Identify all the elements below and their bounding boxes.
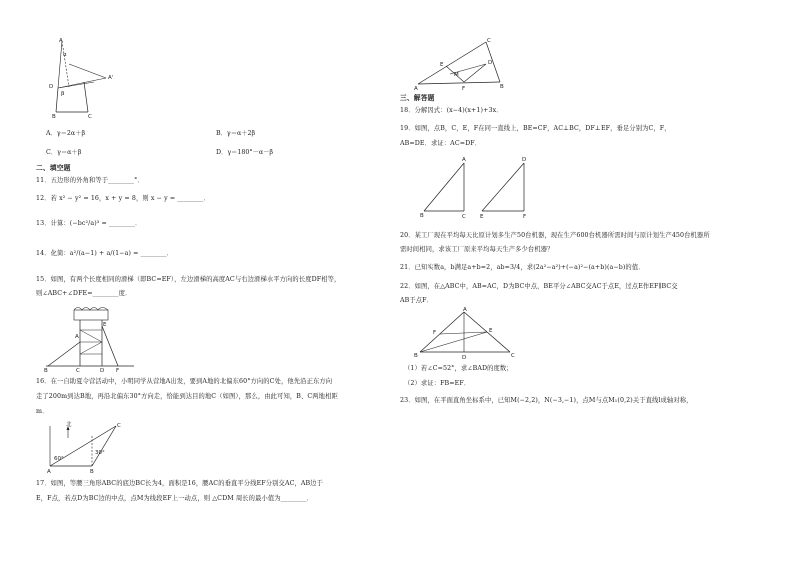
fig-label: F bbox=[462, 86, 466, 92]
fig-label: D bbox=[462, 355, 467, 361]
fig-label: E bbox=[440, 62, 444, 68]
figure-two-triangles bbox=[420, 157, 560, 219]
section-title: 二、填空题 bbox=[36, 164, 71, 172]
figure-directions bbox=[46, 422, 146, 478]
fig-label: 30° bbox=[95, 450, 105, 456]
fig-label: D bbox=[49, 84, 54, 90]
fig-label: F bbox=[116, 368, 120, 374]
question-17-line1: 17．如图，等腰三角形ABC的底边BC长为4，面积是16，腰AC的垂直平分线EF分别交AC，AB边于 bbox=[36, 480, 324, 487]
question-19-line2: AB=DE．求证：AC=DF． bbox=[400, 140, 482, 147]
fig-label: D bbox=[522, 157, 527, 163]
fig-label: A bbox=[47, 469, 51, 475]
question-18: 18．分解因式：(x−4)(x+1)+3x． bbox=[400, 107, 503, 114]
question-22-part1: （1）若∠C=52°，求∠BAD的度数； bbox=[404, 365, 513, 372]
question-11: 11．五边形的外角和等于________°． bbox=[36, 177, 144, 184]
question-16-line2: 走了200m到达B地，再沿北偏东30°方向走，恰能到达目的地C（如图），那么，由此可知，B、C两地相距 bbox=[36, 393, 338, 400]
fig-label: C bbox=[76, 368, 80, 374]
fig-label: B bbox=[52, 114, 56, 120]
fig-label: C bbox=[462, 214, 466, 220]
figure-slides bbox=[44, 308, 139, 374]
fig-label: B bbox=[420, 213, 424, 219]
option-d[interactable]: D．γ＝180°－α－β bbox=[216, 149, 274, 156]
fig-label: E bbox=[489, 328, 493, 334]
question-15-line1: 15．如图，有两个长度相同的滑梯（即BC=EF），左边滑梯的高度AC与右边滑梯水平方向的长度DF相等， bbox=[36, 276, 341, 283]
fig-label: B bbox=[500, 84, 504, 90]
section-title: 三、解答题 bbox=[400, 94, 435, 102]
question-20-line1: 20．某工厂现在平均每天比原计划多生产50台机器，现在生产600台机器所需时间与原计划生产450台机器所 bbox=[400, 232, 710, 239]
fig-label: B bbox=[44, 368, 48, 374]
fig-label: F bbox=[523, 214, 527, 220]
option-b[interactable]: B．γ＝α＋2β bbox=[216, 130, 256, 137]
fig-label: β bbox=[61, 91, 65, 97]
fig-label: B bbox=[414, 353, 418, 359]
question-16-line1: 16．在一自助夏令营活动中，小明同学从营地A出发，要到A地的北偏东60°方向的C处，他先沿正东方向 bbox=[36, 378, 333, 385]
fig-label: A bbox=[59, 38, 63, 44]
question-13: 13．计算：(−bc²/a)³ = ________． bbox=[36, 220, 142, 227]
option-a[interactable]: A．γ＝2α＋β bbox=[46, 130, 86, 137]
fig-label: A' bbox=[108, 75, 114, 81]
figure-triangle-efm bbox=[414, 38, 504, 90]
figure-angles bbox=[46, 38, 126, 120]
question-23: 23．如图，在平面直角坐标系中，已知M(−2,2)，N(−3,−1)，点M与点M₁(0,2)关于直线l成轴对称， bbox=[400, 397, 693, 404]
fig-label: A bbox=[462, 157, 466, 163]
fig-label: D bbox=[100, 368, 105, 374]
question-14: 14．化简：a²/(a−1) + a/(1−a) = ________． bbox=[36, 250, 174, 257]
question-12: 12．若 x² − y² = 16，x + y = 8，则 x − y = ________． bbox=[36, 195, 210, 202]
question-21: 21．已知实数a，b满足a+b=2，ab=3/4，求(2a²−a²)+(−a)²−(a+b)(a−b)的值． bbox=[400, 264, 645, 271]
fig-label: M bbox=[454, 72, 459, 78]
question-22-line2: AB于点F． bbox=[400, 297, 434, 304]
question-16-line3: m． bbox=[36, 408, 49, 415]
question-20-line2: 需时间相同，求该工厂原来平均每天生产多少台机器？ bbox=[400, 246, 554, 253]
question-15-line2: 则∠ABC+∠DFE=________度． bbox=[36, 290, 132, 297]
fig-label: B bbox=[90, 469, 94, 475]
fig-label: A bbox=[463, 307, 467, 313]
fig-label: A bbox=[75, 334, 79, 340]
fig-label: D bbox=[488, 60, 493, 66]
fig-label: α bbox=[63, 52, 67, 58]
fig-label: C bbox=[511, 353, 515, 359]
fig-label: F bbox=[433, 330, 437, 336]
option-c[interactable]: C．γ＝α＋β bbox=[46, 149, 82, 156]
fig-label: C bbox=[117, 423, 121, 429]
fig-label: E bbox=[103, 322, 107, 328]
fig-label: E bbox=[480, 214, 484, 220]
question-17-line2: E，F点，若点D为BC边的中点，点M为线段EF上一动点，则 △CDM 周长的最小值为________． bbox=[36, 495, 314, 502]
question-19-line1: 19．如图，点B，C，E，F在同一直线上，BE=CF，AC⊥BC，DF⊥EF，垂足分别为C，F， bbox=[400, 125, 671, 132]
fig-label: 60° bbox=[54, 456, 64, 462]
fig-label: 北 bbox=[66, 422, 72, 428]
question-22-part2: （2）求证：FB=EF． bbox=[404, 380, 471, 387]
figure-isosceles bbox=[414, 307, 524, 361]
fig-label: C bbox=[487, 38, 491, 44]
question-22-line1: 22．如图，在△ABC中，AB=AC，D为BC中点，BE平分∠ABC交AC于点E，过点E作EF∥BC交 bbox=[400, 283, 678, 290]
fig-label: A bbox=[414, 86, 418, 92]
fig-label: C bbox=[88, 114, 92, 120]
